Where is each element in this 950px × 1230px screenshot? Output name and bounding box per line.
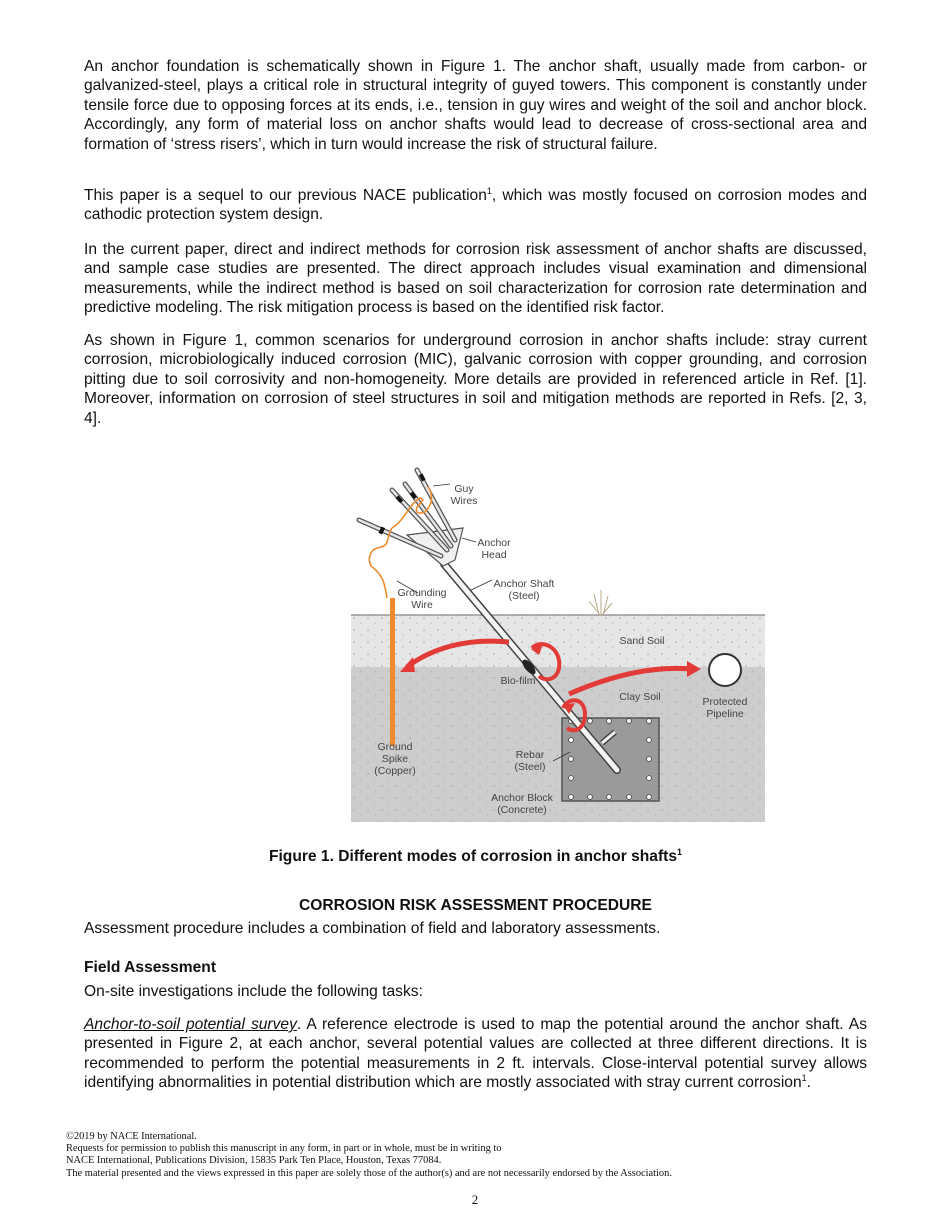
figure-caption — [84, 847, 867, 866]
label-grounding-wire: Wire — [411, 599, 433, 611]
label-anchor-head: Anchor — [477, 537, 511, 549]
label-anchor-block: (Concrete) — [497, 804, 547, 816]
survey-end: . — [806, 1074, 812, 1092]
footer-line: Requests for permission to publish this manuscript in any form, in part or in whole, must be in writing to — [66, 1143, 502, 1155]
intro-paragraph: An anchor foundation is schematically shown in Figure 1. The anchor shaft, usually made from carbon- or galvanized-steel, plays a critical role in structural integrity of guyed towers. This component is constantly under tensile force due to opposing forces at its ends, i.e., tension in guy wires and weight of the soil and anchor block. Accordingly, any form of material loss on anchor shafts would lead to decrease of cross-sectional area and formation of ‘stress risers’, which in turn would increase the risk of structural failure. — [84, 58, 867, 153]
label-sand-soil: Sand Soil — [619, 635, 665, 647]
section-title: CORROSION RISK ASSESSMENT PROCEDURE — [299, 897, 652, 914]
copyright-footer — [66, 1131, 886, 1180]
footer-line: ©2019 by NACE International. — [66, 1131, 197, 1142]
methods-paragraph: In the current paper, direct and indirect methods for corrosion risk assessment of anchor shafts are discussed, and sample case studies are presented. The direct approach includes visual examination and dimensional measurements, while the indirect method is based on soil characterization for corrosion rate determination and predictive modeling. The risk mitigation process is based on the identified risk factor. — [84, 241, 867, 317]
survey-text: . A reference electrode is used to map the potential around the anchor shaft. As presented in Figure 2, at each anchor, several potential values are collected at three different directions. It is recommended to perform the potential measurements in 2 ft. intervals. Close-interval potential survey allows identifying abnormalities in potential distribution which are mostly associated with stray current corrosion — [84, 1016, 867, 1092]
assessment-intro: Assessment procedure includes a combination of field and laboratory assessments. — [84, 920, 661, 937]
sequel-text-after: , which was mostly focused on corrosion modes and cathodic protection system design. — [84, 187, 867, 224]
grass-icon — [589, 590, 612, 615]
page-number: 2 — [471, 1192, 479, 1207]
survey-paragraph — [84, 1015, 867, 1093]
label-anchor-block: Anchor Block — [491, 792, 553, 804]
survey-title: Anchor-to-soil potential survey — [84, 1016, 297, 1033]
figure-1 — [267, 458, 767, 825]
sequel-paragraph — [84, 186, 867, 225]
footer-line: NACE International, Publications Division, 15835 Park Ten Place, Houston, Texas 77084. — [66, 1155, 442, 1167]
ground-spike — [390, 598, 395, 746]
field-assessment-heading: Field Assessment — [84, 959, 217, 976]
scenarios-paragraph: As shown in Figure 1, common scenarios for underground corrosion in anchor shafts include: stray current corrosion, microbiologically induced corrosion (MIC), galvanic corrosion with copper grounding, and corrosion pitting due to soil corrosivity and non-homogeneity. More details are provided in referenced article in Ref. [1]. Moreover, information on corrosion of steel structures in soil and mitigation methods are reported in Refs. [2, 3, 4]. — [84, 332, 867, 427]
label-rebar: (Steel) — [514, 761, 546, 773]
sequel-text-before: This paper is a sequel to our previous NACE publication — [84, 187, 487, 204]
label-protected-pipeline: Protected — [702, 696, 748, 708]
label-guy-wires: Guy — [454, 483, 474, 495]
footer-line: The material presented and the views expressed in this paper are solely those of the author(s) and are not necessarily endorsed by the Association. — [66, 1167, 672, 1179]
anchor-foundation-diagram — [267, 458, 767, 825]
label-grounding-wire: Grounding — [397, 587, 447, 599]
protected-pipeline — [709, 654, 741, 686]
figure-caption-superscript: 1 — [677, 846, 683, 857]
figure-caption-text: Figure 1. Different modes of corrosion in anchor shafts — [268, 848, 678, 865]
label-ground-spike: (Copper) — [374, 765, 416, 777]
label-anchor-shaft: Anchor Shaft — [493, 578, 555, 590]
label-rebar: Rebar — [515, 749, 545, 761]
label-bio-film: Bio-film — [500, 675, 536, 687]
label-ground-spike: Spike — [381, 753, 409, 765]
label-protected-pipeline: Pipeline — [706, 708, 744, 720]
label-anchor-shaft: (Steel) — [508, 590, 540, 602]
citation-superscript: 1 — [486, 185, 492, 196]
label-ground-spike: Ground — [377, 741, 413, 753]
label-clay-soil: Clay Soil — [619, 691, 661, 703]
label-anchor-head: Head — [481, 549, 507, 561]
label-guy-wires: Wires — [450, 495, 478, 507]
tasks-intro: On-site investigations include the following tasks: — [84, 983, 423, 1000]
survey-superscript: 1 — [801, 1073, 807, 1084]
